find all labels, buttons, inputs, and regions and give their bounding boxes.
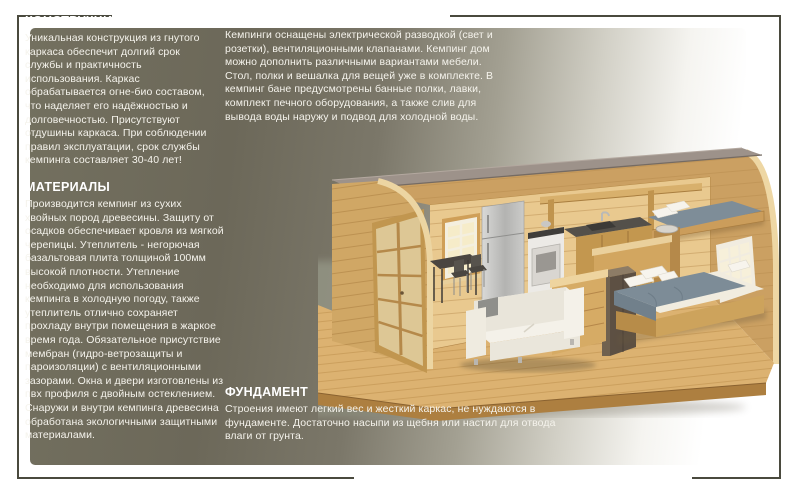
- section-body: Производится кемпинг из сухих хвойных пород древесины. Защиту от осадков обеспечивает кровля из мягкой черепицы. Утеплитель - негорючая базальтовая плита толщиной 100мм высокой плотности. Утепление необходимо для использования кемпинга в холодную погоду, также утеплитель отлично сохраняет прохладу внутри помещения в жаркое время года. Обязательное присутствие мембран (гидро-ветрозащиты и пароизоляции) с вентиляционными зазорами. Окна и двери изготовлены из пвх профиля с двойным остеклением. Снаружи и внутри кемпинга древесина обработана экологичными защитными материалами.: [25, 198, 224, 442]
- section-heading: ФУНДАМЕНТ: [225, 385, 309, 399]
- section-construction: [25, 14, 217, 168]
- section-body: Уникальная конструкция из гнутого каркаса обеспечит долгий срок службы и практичность использования. Каркас обрабатывается огне-био составом, что наделяет его надёжностью и долговечностью. Присутствуют отдушины каркаса. При соблюдении правил эксплуатации, срок службы кемпинга составляет 30-40 лет!: [25, 32, 207, 167]
- section-body: Строения имеют легкий вес и жесткий каркас, не нуждаются в фундаменте. Достаточно насыпи из щебня или настил для отвода влаги от грунта.: [225, 403, 556, 443]
- frame-gap-bottom: [354, 474, 692, 480]
- section-heading: МАТЕРИАЛЫ: [25, 180, 110, 194]
- left-end-wall: [332, 181, 430, 373]
- refrigerator: [482, 201, 524, 301]
- door-handle: [400, 291, 404, 295]
- sofa-arm: [564, 287, 584, 339]
- section-heading: КОНСТРУКЦИЯ: [25, 14, 122, 28]
- french-doors: [372, 209, 427, 373]
- section-heading: КОМПЛЕКТАЦИЯ "ПОД КЛЮЧ": [225, 11, 421, 25]
- section-foundation: [225, 385, 575, 444]
- sofa-arm: [466, 307, 486, 359]
- kettle: [541, 221, 551, 227]
- section-turnkey: [225, 11, 499, 124]
- section-materials: [25, 180, 225, 443]
- section-body: Кемпинги оснащены электрической разводкой (свет и розетки), вентиляционными клапанами. Кемпинг дом можно дополнить различными вариантами мебели. Стол, полки и вешалка для вещей уже в комплекте. В кемпинг бане предусмотрены банные полки, лавки, комплект печного оборудования, а также слив для вывода воды наружу и подвод для холодной воды.: [225, 29, 494, 123]
